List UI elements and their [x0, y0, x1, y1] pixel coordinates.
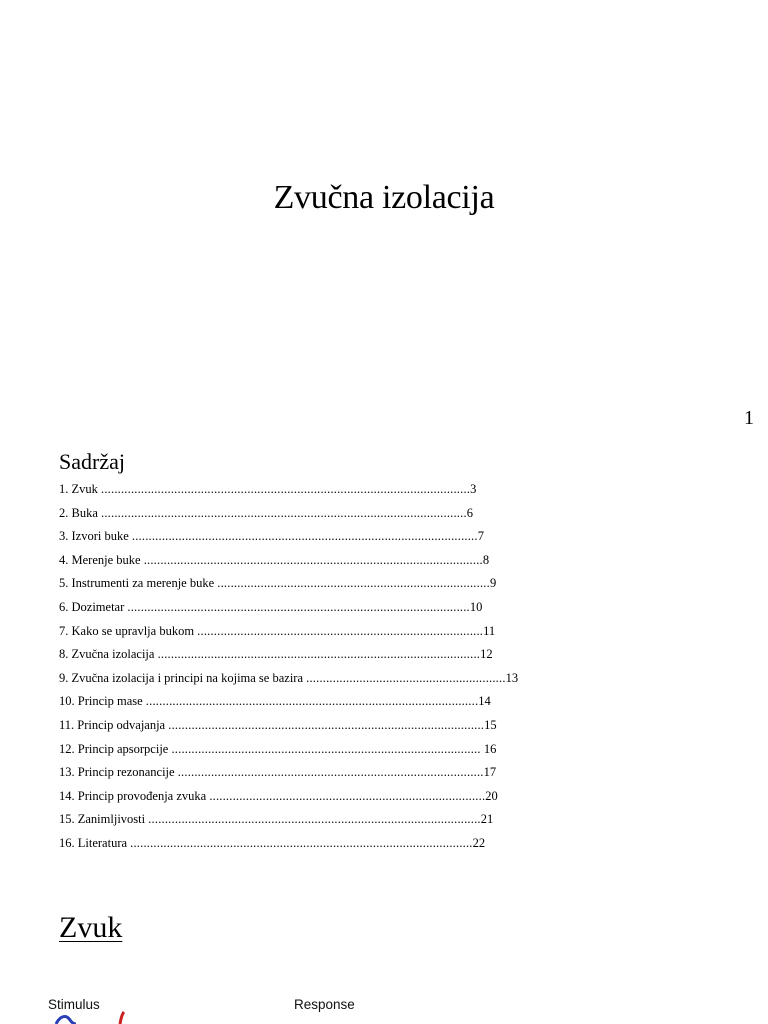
toc-entry-page: 6	[466, 505, 474, 520]
toc-entry-page: 3	[470, 482, 477, 496]
toc-entry-leader: ......................................................................................................	[143, 552, 483, 567]
toc-entry-page: 22	[472, 835, 486, 850]
table-of-contents	[59, 479, 518, 857]
toc-entry-label: 8. Zvučna izolacija	[59, 647, 158, 662]
toc-entry-page: 11	[483, 623, 496, 638]
toc-entry-label: 12. Princip apsorpcije	[59, 741, 172, 756]
toc-entry-label: 4. Merenje buke	[59, 552, 144, 567]
toc-entry-label: 5. Instrumenti za merenje buke	[59, 576, 218, 591]
toc-entry-leader: .................................................................................................	[157, 647, 481, 662]
blue-wave-stroke	[56, 1017, 76, 1024]
toc-entry-leader: ...............................................................................................	[168, 717, 485, 732]
toc-entry[interactable]	[59, 479, 518, 503]
toc-entry-leader: .......................................................................................................	[127, 599, 470, 614]
toc-entry-label: 10. Princip mase	[59, 694, 146, 709]
toc-entry[interactable]	[59, 668, 518, 692]
waveform-graphic	[48, 1010, 168, 1024]
toc-entry[interactable]	[59, 597, 518, 621]
toc-entry-page: 13	[505, 670, 519, 685]
toc-entry-leader: ........................................................................................................	[131, 529, 478, 544]
toc-heading: Sadržaj	[59, 449, 125, 474]
section-heading-zvuk: Zvuk	[59, 911, 123, 944]
toc-entry[interactable]	[59, 691, 518, 715]
toc-entry-label: 9. Zvučna izolacija i principi na kojima se bazira	[59, 670, 307, 685]
toc-entry-page: 17	[483, 765, 497, 780]
toc-entry-label: 15. Zanimljivosti	[59, 812, 149, 827]
toc-entry-leader: ............................................................................................	[177, 765, 484, 780]
toc-entry-label: 14. Princip provođenja zvuka	[59, 788, 210, 803]
toc-entry-leader: ...................................................................................	[209, 788, 486, 803]
toc-entry[interactable]	[59, 715, 518, 739]
toc-entry[interactable]	[59, 739, 518, 763]
toc-entry-label: 6. Dozimetar	[59, 599, 128, 614]
toc-entry-leader: ......................................................................................	[197, 623, 484, 638]
toc-entry-label: 2. Buka	[59, 505, 102, 520]
toc-entry-page: 16	[480, 741, 497, 756]
toc-entry-leader: .......................................................................................................	[130, 835, 473, 850]
toc-entry-leader: ...............................................................................................................	[101, 482, 471, 496]
figure-label-response: Response	[294, 997, 355, 1012]
toc-entry-leader: ..............................................................................................................	[101, 505, 467, 520]
toc-entry-page: 14	[478, 694, 491, 709]
toc-entry[interactable]	[59, 762, 518, 786]
red-wave-stroke	[120, 1012, 124, 1024]
stimulus-response-figure	[48, 994, 388, 1024]
toc-entry[interactable]	[59, 786, 518, 810]
page-number: 1	[744, 407, 754, 429]
toc-entry-leader: ..................................................................................	[217, 576, 490, 591]
toc-entry[interactable]	[59, 503, 518, 527]
toc-entry-leader: ....................................................................................................	[145, 694, 479, 709]
toc-entry-page: 12	[480, 647, 493, 662]
toc-entry-page: 15	[484, 717, 497, 732]
toc-entry[interactable]	[59, 833, 518, 857]
toc-entry-page: 7	[477, 529, 484, 544]
toc-entry-leader: .............................................................................................	[171, 741, 481, 756]
toc-entry-page: 10	[469, 599, 483, 614]
toc-entry-label: 7. Kako se upravlja bukom	[59, 623, 198, 638]
toc-entry[interactable]	[59, 526, 518, 550]
toc-entry-label: 1. Zvuk	[59, 482, 102, 496]
toc-entry-label: 16. Literatura	[59, 835, 131, 850]
toc-entry-label: 13. Princip rezonancije	[59, 765, 178, 780]
toc-entry-label: 3. Izvori buke	[59, 529, 132, 544]
figure-label-stimulus: Stimulus	[48, 997, 100, 1012]
toc-entry[interactable]	[59, 644, 518, 668]
toc-entry[interactable]	[59, 621, 518, 645]
toc-entry[interactable]	[59, 573, 518, 597]
toc-entry[interactable]	[59, 550, 518, 574]
toc-entry-leader: ....................................................................................................	[148, 812, 481, 827]
toc-entry-page: 21	[480, 812, 494, 827]
toc-entry-page: 8	[482, 552, 490, 567]
toc-entry-label: 11. Princip odvajanja	[59, 717, 169, 732]
toc-entry-page: 9	[489, 576, 497, 591]
toc-entry-page: 20	[485, 788, 498, 803]
toc-entry-leader: ............................................................	[306, 670, 506, 685]
document-title: Zvučna izolacija	[273, 179, 495, 216]
toc-entry[interactable]	[59, 809, 518, 833]
